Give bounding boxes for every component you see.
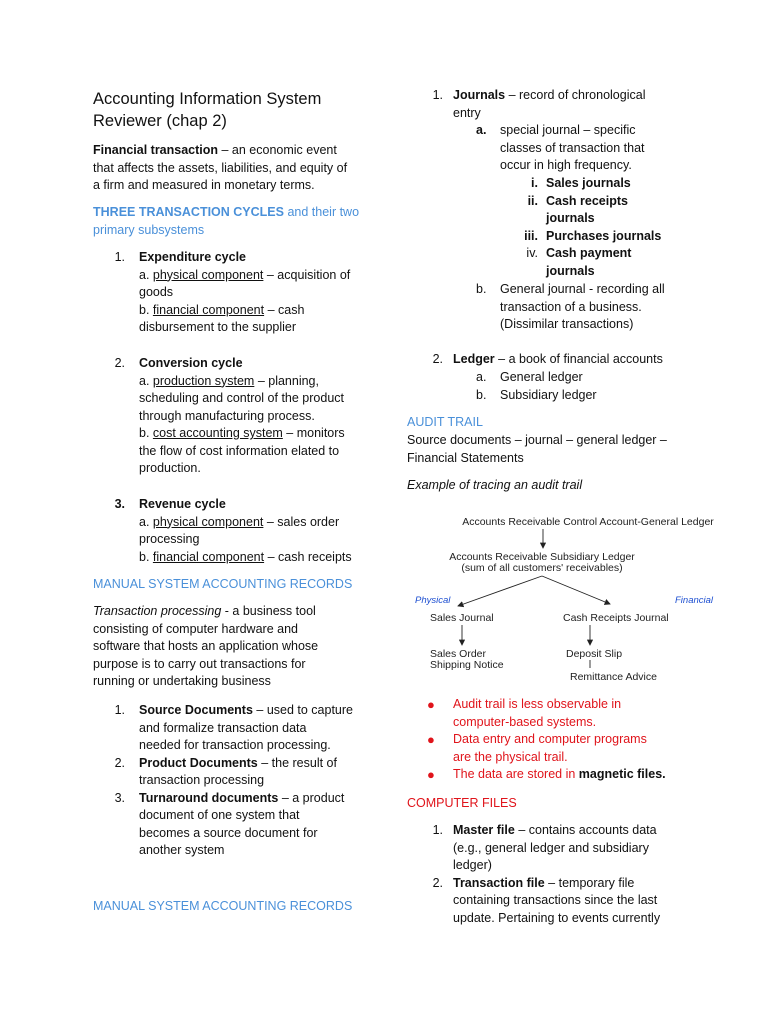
audit-trail-text: Source documents – journal – general ledger – Financial Statements xyxy=(407,433,667,465)
diagram-mid-label: Accounts Receivable Subsidiary Ledger xyxy=(449,551,635,563)
three-cycles-heading: THREE TRANSACTION CYCLES and their two primary subsystems xyxy=(93,205,360,237)
diagram-mid-sublabel: (sum of all customers' receivables) xyxy=(461,562,623,574)
audit-trail-bullets xyxy=(427,696,707,784)
diagram-financial-label: Financial xyxy=(675,595,714,606)
bullet-icon: ● xyxy=(427,767,435,782)
ledger-types-list xyxy=(476,369,706,404)
list-item-special-journal: a. special journal – specific classes of transaction that occur in high frequency. xyxy=(476,123,645,172)
list-item-ledger: 2. Ledger – a book of financial accounts xyxy=(432,352,663,366)
list-item-conversion-cycle: 2. Conversion cycle a. production system – planning, scheduling and control of the product through manufacturing process. b. cost accounting system – monitors the flow of cost information elated to production. xyxy=(114,356,345,475)
list-item-turnaround-documents: 3. Turnaround documents – a product document of one system that becomes a source document for another system xyxy=(114,790,345,857)
special-journals-list xyxy=(516,175,706,280)
list-item-general-ledger: a. General ledger xyxy=(476,370,583,384)
list-item-transaction-file: 2. Transaction file – temporary file containing transactions since the last update. Pertaining to events currently xyxy=(432,875,661,925)
list-item-journals: 1. Journals – record of chronological entry xyxy=(432,88,646,120)
diagram-sales-order: Sales Order xyxy=(430,648,487,660)
list-item-sales-journals: i. Sales journals xyxy=(531,176,631,190)
computer-files-heading: COMPUTER FILES xyxy=(407,796,517,810)
bullet-icon: ● xyxy=(427,697,435,712)
bullet-item-1: ● Audit trail is less observable in computer-based systems. xyxy=(427,697,622,729)
list-item-product-documents: 2. Product Documents – the result of transaction processing xyxy=(114,755,337,787)
diagram-shipping-notice: Shipping Notice xyxy=(430,659,504,671)
list-item-expenditure-cycle: 1. Expenditure cycle a. physical component – acquisition of goods b. financial component – cash disbursement to the supplier xyxy=(114,250,351,334)
list-item-revenue-cycle: 3. Revenue cycle a. physical component – sales order processing b. financial component – cash receipts xyxy=(114,497,352,564)
diagram-physical-label: Physical xyxy=(415,595,451,606)
list-item-cash-payment-journals: iv. Cash payment journals xyxy=(526,246,632,278)
diagram-arrow-right xyxy=(542,576,610,604)
list-item-cash-receipts-journals: ii. Cash receipts journals xyxy=(527,193,628,225)
diagram-arrow-left xyxy=(458,576,542,606)
list-item-general-journal: b. General journal - recording all transaction of a business. (Dissimilar transactions) xyxy=(476,282,665,331)
diagram-deposit-slip: Deposit Slip xyxy=(566,648,623,660)
list-item-master-file: 1. Master file – contains accounts data (e.g., general ledger and subsidiary ledger) xyxy=(432,823,657,872)
list-item-subsidiary-ledger: b. Subsidiary ledger xyxy=(476,387,597,402)
computer-files-list xyxy=(427,822,717,927)
bullet-icon: ● xyxy=(427,732,435,747)
manual-records-heading-2: MANUAL SYSTEM ACCOUNTING RECORDS xyxy=(93,899,353,913)
document-types-list xyxy=(112,702,372,860)
audit-trail-diagram xyxy=(410,508,730,688)
list-item-source-documents: 1. Source Documents – used to capture and formalize transaction data needed for transaction processing. xyxy=(114,703,353,752)
diagram-sales-journal: Sales Journal xyxy=(430,612,494,624)
diagram-remittance-advice: Remittance Advice xyxy=(570,671,657,683)
example-caption: Example of tracing an audit trail xyxy=(407,478,583,492)
list-item-purchases-journals: iii. Purchases journals xyxy=(524,228,662,243)
diagram-top-label: Accounts Receivable Control Account-General Ledger xyxy=(462,516,714,528)
page-title: Accounting Information System Reviewer (chap 2) xyxy=(93,90,322,130)
audit-trail-heading: AUDIT TRAIL xyxy=(407,415,483,429)
diagram-cash-receipts-journal: Cash Receipts Journal xyxy=(563,612,669,624)
manual-records-heading: MANUAL SYSTEM ACCOUNTING RECORDS xyxy=(93,577,353,591)
transaction-processing-definition: Transaction processing - a business tool consisting of computer hardware and software that hosts an application whose purpose is to carry out transactions for running or undertaking business xyxy=(93,604,319,688)
bullet-item-2: ● Data entry and computer programs are the physical trail. xyxy=(427,732,647,764)
bullet-item-3: ● The data are stored in magnetic files. xyxy=(427,767,666,782)
financial-transaction-definition: Financial transaction – an economic event that affects the assets, liabilities, and equity of a firm and measured in monetary terms. xyxy=(93,143,348,192)
